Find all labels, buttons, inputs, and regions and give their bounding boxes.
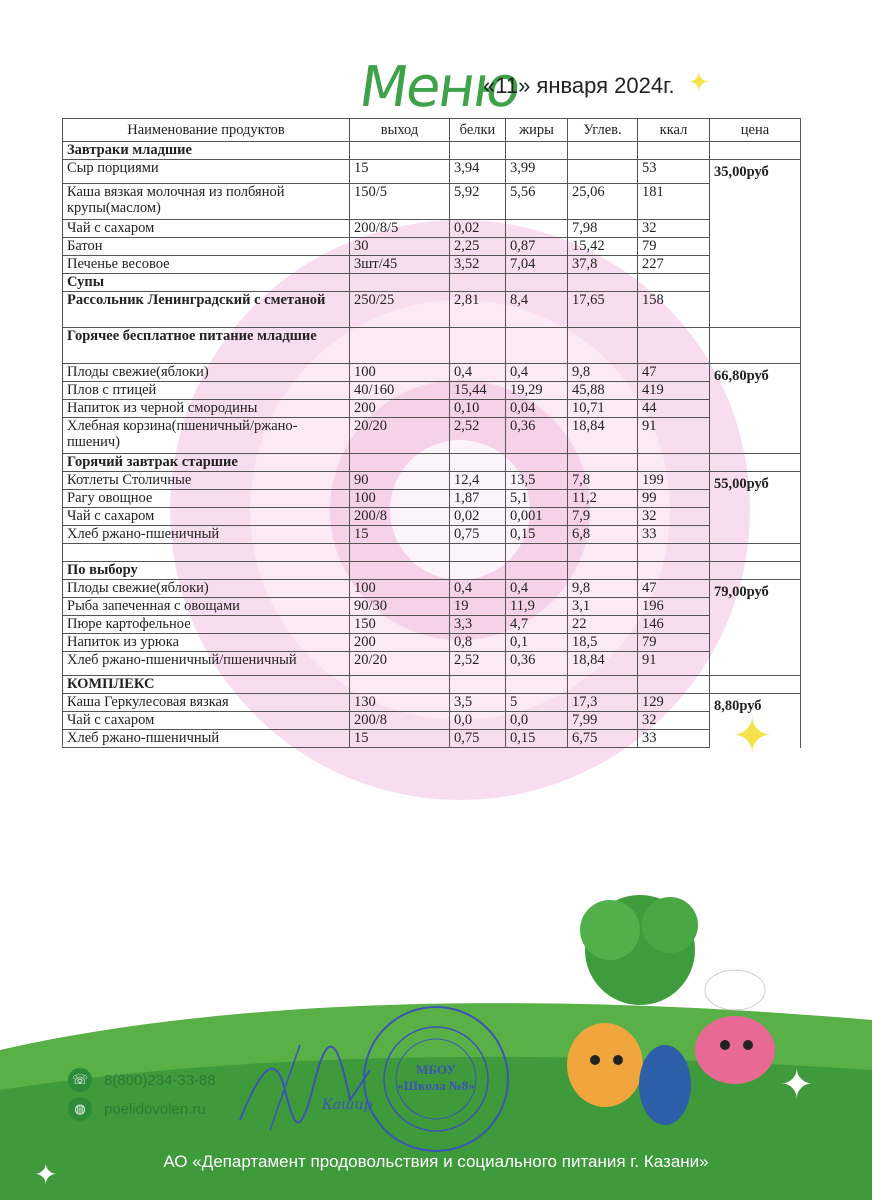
item-name-cell: По выбору (63, 562, 350, 580)
value-cell: 40/160 (350, 382, 450, 400)
value-cell: 9,8 (568, 364, 638, 382)
table-row (63, 418, 801, 454)
value-cell: 5,92 (450, 184, 506, 220)
item-name-cell: Хлеб ржано-пшеничный/пшеничный (63, 652, 350, 676)
table-row (63, 526, 801, 544)
value-cell: 100 (350, 580, 450, 598)
value-cell: 0,15 (506, 730, 568, 748)
value-cell: 11,2 (568, 490, 638, 508)
phone-icon: ☏ (68, 1068, 92, 1092)
value-cell: 200/8 (350, 508, 450, 526)
table-row (63, 364, 801, 382)
value-cell: 2,52 (450, 418, 506, 454)
item-name-cell: Каша вязкая молочная из полбяной крупы(маслом) (63, 184, 350, 220)
item-name-cell: Рассольник Ленинградский с сметаной (63, 292, 350, 328)
value-cell (568, 454, 638, 472)
value-cell: 18,84 (568, 418, 638, 454)
value-cell: 7,04 (506, 256, 568, 274)
value-cell: 15 (350, 730, 450, 748)
table-row (63, 580, 801, 598)
item-name-cell: Сыр порциями (63, 160, 350, 184)
value-cell: 3,94 (450, 160, 506, 184)
value-cell (638, 676, 710, 694)
value-cell: 15 (350, 160, 450, 184)
value-cell: 30 (350, 238, 450, 256)
table-row (63, 508, 801, 526)
price-cell (710, 676, 801, 694)
value-cell: 2,25 (450, 238, 506, 256)
stamp-line-2: «Школа №8» (397, 1078, 475, 1093)
item-name-cell: Котлеты Столичные (63, 472, 350, 490)
value-cell (638, 328, 710, 364)
price-cell: 66,80руб (710, 364, 801, 454)
value-cell: 6,75 (568, 730, 638, 748)
value-cell: 91 (638, 652, 710, 676)
value-cell (450, 562, 506, 580)
value-cell: 20/20 (350, 418, 450, 454)
value-cell (568, 544, 638, 562)
value-cell (638, 454, 710, 472)
value-cell: 90 (350, 472, 450, 490)
price-cell (710, 454, 801, 472)
item-name-cell: Завтраки младшие (63, 142, 350, 160)
value-cell: 17,65 (568, 292, 638, 328)
sparkle-icon: ✦ (780, 1062, 814, 1108)
value-cell: 18,84 (568, 652, 638, 676)
value-cell: 17,3 (568, 694, 638, 712)
price-cell (710, 142, 801, 160)
website-contact (68, 1097, 206, 1121)
table-row (63, 382, 801, 400)
value-cell (450, 142, 506, 160)
sparkle-icon: ✦ (732, 708, 773, 764)
value-cell: 19 (450, 598, 506, 616)
value-cell: 199 (638, 472, 710, 490)
value-cell: 4,7 (506, 616, 568, 634)
value-cell (568, 328, 638, 364)
value-cell: 250/25 (350, 292, 450, 328)
section-row (63, 274, 801, 292)
value-cell (568, 142, 638, 160)
item-name-cell: Пюре картофельное (63, 616, 350, 634)
table-row (63, 634, 801, 652)
value-cell: 0,04 (506, 400, 568, 418)
value-cell: 15 (350, 526, 450, 544)
value-cell (638, 142, 710, 160)
value-cell: 0,1 (506, 634, 568, 652)
menu-table (62, 118, 801, 748)
signature-text: Кашир (322, 1097, 373, 1113)
price-cell: 55,00руб (710, 472, 801, 544)
item-name-cell: Чай с сахаром (63, 508, 350, 526)
value-cell: 0,02 (450, 220, 506, 238)
value-cell: 18,5 (568, 634, 638, 652)
value-cell: 0,02 (450, 508, 506, 526)
value-cell (350, 676, 450, 694)
value-cell (350, 454, 450, 472)
value-cell (450, 328, 506, 364)
website-link[interactable]: poelidovolen.ru (104, 1100, 206, 1118)
value-cell: 47 (638, 580, 710, 598)
table-row (63, 694, 801, 712)
value-cell: 22 (568, 616, 638, 634)
item-name-cell: КОМПЛЕКС (63, 676, 350, 694)
item-name-cell: Хлеб ржано-пшеничный (63, 526, 350, 544)
value-cell: 3,3 (450, 616, 506, 634)
table-row (63, 598, 801, 616)
value-cell (350, 544, 450, 562)
menu-date: «11» января 2024г. (483, 73, 675, 98)
value-cell: 0,4 (506, 580, 568, 598)
value-cell: 0,15 (506, 526, 568, 544)
value-cell (506, 328, 568, 364)
column-header: выход (350, 119, 450, 142)
value-cell: 200/8 (350, 712, 450, 730)
value-cell: 200 (350, 400, 450, 418)
item-name-cell: Напиток из урюка (63, 634, 350, 652)
value-cell: 158 (638, 292, 710, 328)
value-cell (506, 562, 568, 580)
value-cell: 45,88 (568, 382, 638, 400)
section-row (63, 676, 801, 694)
price-cell: 35,00руб (710, 160, 801, 292)
item-name-cell: Каша Геркулесовая вязкая (63, 694, 350, 712)
item-name-cell: Плоды свежие(яблоки) (63, 364, 350, 382)
value-cell (638, 544, 710, 562)
value-cell: 200 (350, 634, 450, 652)
value-cell (350, 274, 450, 292)
price-cell (710, 562, 801, 580)
price-cell: 8,80руб (710, 694, 801, 748)
table-row (63, 730, 801, 748)
value-cell (568, 274, 638, 292)
value-cell: 150 (350, 616, 450, 634)
value-cell: 0,4 (506, 364, 568, 382)
value-cell: 7,99 (568, 712, 638, 730)
column-header: цена (710, 119, 801, 142)
price-cell (710, 544, 801, 562)
value-cell: 79 (638, 634, 710, 652)
column-header: Углев. (568, 119, 638, 142)
sparkle-icon: ✦ (34, 1158, 58, 1191)
value-cell: 5,56 (506, 184, 568, 220)
item-name-cell: Печенье весовое (63, 256, 350, 274)
table-row (63, 616, 801, 634)
value-cell: 3,5 (450, 694, 506, 712)
value-cell: 7,98 (568, 220, 638, 238)
value-cell: 44 (638, 400, 710, 418)
organization-name: АО «Департамент продовольствия и социального питания г. Казани» (163, 1152, 709, 1171)
sparkle-icon: ✦ (688, 68, 710, 98)
column-header: Наименование продуктов (63, 119, 350, 142)
value-cell (506, 676, 568, 694)
value-cell: 3шт/45 (350, 256, 450, 274)
value-cell: 0,4 (450, 364, 506, 382)
phone-number[interactable]: 8(800)234-33-88 (104, 1071, 216, 1089)
value-cell (350, 328, 450, 364)
value-cell (450, 274, 506, 292)
value-cell: 130 (350, 694, 450, 712)
table-row (63, 292, 801, 328)
item-name-cell: Чай с сахаром (63, 712, 350, 730)
value-cell: 91 (638, 418, 710, 454)
value-cell: 2,81 (450, 292, 506, 328)
value-cell: 0,0 (450, 712, 506, 730)
value-cell (568, 562, 638, 580)
value-cell: 37,8 (568, 256, 638, 274)
value-cell: 15,42 (568, 238, 638, 256)
value-cell: 3,52 (450, 256, 506, 274)
value-cell: 19,29 (506, 382, 568, 400)
table-row (63, 652, 801, 676)
value-cell: 12,4 (450, 472, 506, 490)
value-cell: 150/5 (350, 184, 450, 220)
value-cell: 0,87 (506, 238, 568, 256)
value-cell: 200/8/5 (350, 220, 450, 238)
value-cell: 7,8 (568, 472, 638, 490)
price-cell: 79,00руб (710, 580, 801, 676)
menu-title: Меню (355, 55, 524, 120)
value-cell (450, 676, 506, 694)
item-name-cell: Горячий завтрак старшие (63, 454, 350, 472)
value-cell: 100 (350, 490, 450, 508)
item-name-cell: Хлебная корзина(пшеничный/ржано-пшенич) (63, 418, 350, 454)
value-cell (506, 544, 568, 562)
value-cell: 0,8 (450, 634, 506, 652)
table-row (63, 256, 801, 274)
value-cell (638, 562, 710, 580)
value-cell: 20/20 (350, 652, 450, 676)
price-cell (710, 328, 801, 364)
value-cell: 0,10 (450, 400, 506, 418)
value-cell: 227 (638, 256, 710, 274)
value-cell (506, 142, 568, 160)
value-cell (638, 274, 710, 292)
item-name-cell: Плов с птицей (63, 382, 350, 400)
value-cell (506, 274, 568, 292)
value-cell: 0,36 (506, 652, 568, 676)
table-header-row (63, 119, 801, 142)
value-cell (506, 220, 568, 238)
value-cell: 8,4 (506, 292, 568, 328)
value-cell: 7,9 (568, 508, 638, 526)
value-cell: 32 (638, 712, 710, 730)
value-cell: 15,44 (450, 382, 506, 400)
value-cell: 13,5 (506, 472, 568, 490)
value-cell: 3,99 (506, 160, 568, 184)
value-cell (506, 454, 568, 472)
value-cell: 79 (638, 238, 710, 256)
value-cell: 1,87 (450, 490, 506, 508)
value-cell: 53 (638, 160, 710, 184)
value-cell (450, 454, 506, 472)
value-cell: 10,71 (568, 400, 638, 418)
stamp-line-1: МБОУ (416, 1062, 456, 1077)
value-cell: 9,8 (568, 580, 638, 598)
value-cell (568, 160, 638, 184)
item-name-cell: Батон (63, 238, 350, 256)
value-cell: 196 (638, 598, 710, 616)
value-cell: 0,4 (450, 580, 506, 598)
value-cell: 32 (638, 508, 710, 526)
table-row (63, 400, 801, 418)
globe-icon: ◍ (68, 1097, 92, 1121)
value-cell: 5,1 (506, 490, 568, 508)
section-row (63, 142, 801, 160)
value-cell (350, 562, 450, 580)
value-cell: 6,8 (568, 526, 638, 544)
item-name-cell: Рыба запеченная с овощами (63, 598, 350, 616)
value-cell: 0,36 (506, 418, 568, 454)
section-row (63, 562, 801, 580)
column-header: белки (450, 119, 506, 142)
value-cell: 99 (638, 490, 710, 508)
table-row (63, 220, 801, 238)
value-cell: 100 (350, 364, 450, 382)
table-row (63, 160, 801, 184)
value-cell: 47 (638, 364, 710, 382)
item-name-cell: Горячее бесплатное питание младшие (63, 328, 350, 364)
value-cell: 0,75 (450, 526, 506, 544)
column-header: ккал (638, 119, 710, 142)
section-row (63, 328, 801, 364)
value-cell: 25,06 (568, 184, 638, 220)
value-cell: 129 (638, 694, 710, 712)
value-cell: 419 (638, 382, 710, 400)
value-cell: 90/30 (350, 598, 450, 616)
section-row (63, 454, 801, 472)
value-cell: 146 (638, 616, 710, 634)
value-cell (350, 142, 450, 160)
value-cell: 181 (638, 184, 710, 220)
phone-contact (68, 1068, 216, 1092)
item-name-cell: Напиток из черной смородины (63, 400, 350, 418)
school-stamp (356, 1004, 516, 1154)
value-cell: 0,75 (450, 730, 506, 748)
value-cell: 0,0 (506, 712, 568, 730)
table-row (63, 238, 801, 256)
table-row (63, 544, 801, 562)
value-cell: 32 (638, 220, 710, 238)
value-cell (568, 676, 638, 694)
value-cell: 11,9 (506, 598, 568, 616)
signature-scribble (230, 1030, 380, 1150)
item-name-cell: Хлеб ржано-пшеничный (63, 730, 350, 748)
item-name-cell (63, 544, 350, 562)
item-name-cell: Плоды свежие(яблоки) (63, 580, 350, 598)
table-row (63, 490, 801, 508)
value-cell (450, 544, 506, 562)
value-cell: 33 (638, 730, 710, 748)
item-name-cell: Чай с сахаром (63, 220, 350, 238)
vegetable-mascots-illustration (530, 880, 860, 1180)
table-row (63, 472, 801, 490)
item-name-cell: Рагу овощное (63, 490, 350, 508)
value-cell: 3,1 (568, 598, 638, 616)
value-cell: 5 (506, 694, 568, 712)
value-cell: 33 (638, 526, 710, 544)
value-cell: 0,001 (506, 508, 568, 526)
column-header: жиры (506, 119, 568, 142)
table-row (63, 712, 801, 730)
table-row (63, 184, 801, 220)
item-name-cell: Супы (63, 274, 350, 292)
value-cell: 2,52 (450, 652, 506, 676)
